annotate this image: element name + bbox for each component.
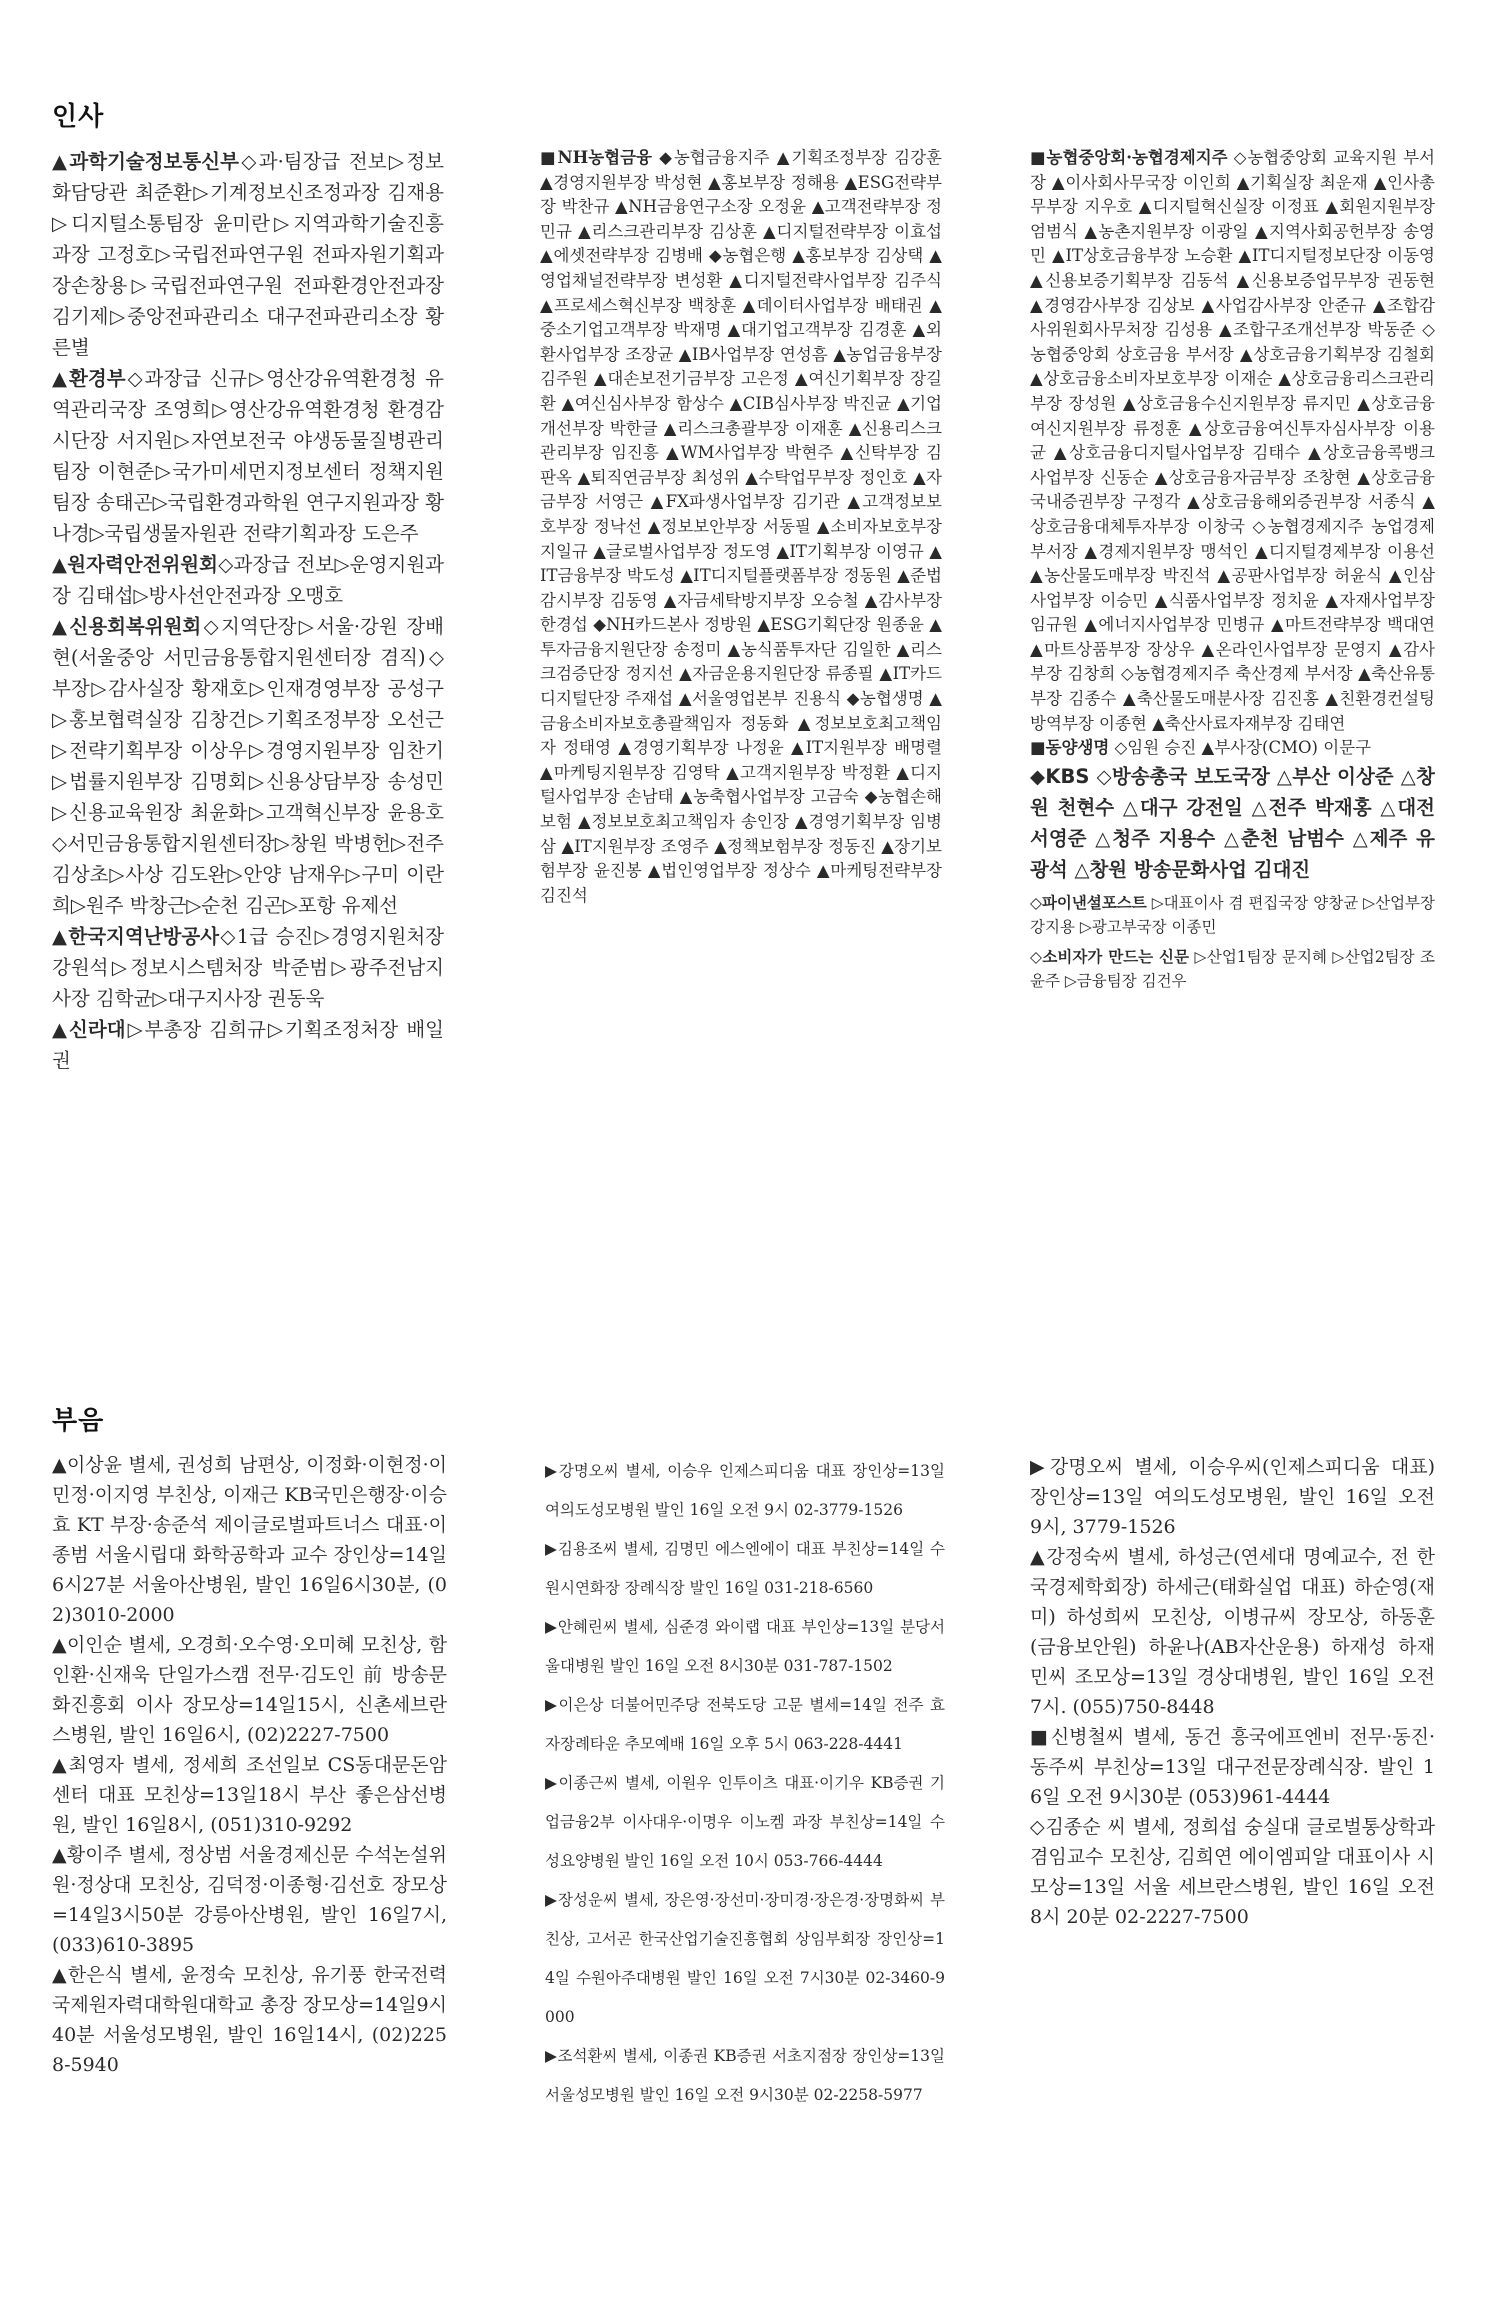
entry-body: ▷대표이사 겸 편집국장 양창균 ▷산업부장 강지용 ▷광고부국장 이종민 xyxy=(1030,893,1435,936)
org-name: ▲신라대 xyxy=(52,1018,126,1041)
obituary-entry: ▶장성운씨 별세, 장은영·장선미·장미경·장은경·장명화씨 부친상, 고서곤 한국산업기술진흥협회 상임부회장 장인상=14일 수원아주대병원 발인 16일 오전 7시30분 02-3460-9000 xyxy=(545,1891,945,2026)
org-name: ◇소비자가 만드는 신문 xyxy=(1030,946,1189,966)
org-name: ▲원자력안전위원회 xyxy=(52,553,218,576)
entry-body: ◇지역단장▷서울·강원 장배현(서울중앙 서민금융통합지원센터장 겸직)◇부장▷감사실장 황재호▷인재경영부장 공성구▷홍보협력실장 김창건▷기획조정부장 오선근▷전략기획부장 이상우▷경영지원부장 임찬기▷법률지원부장 김명회▷신용상담부장 송성민▷신용교육원장 최윤화▷고객혁신부장 윤용호◇서민금융통합지원센터장▷창원 박병헌▷전주 김상초▷사상 김도완▷안양 남재우▷구미 이란희▷원주 박창근▷순천 김곤▷포항 유제선 xyxy=(52,615,444,917)
personnel-entry xyxy=(52,921,444,1014)
kbs-entry xyxy=(1030,761,1435,885)
entry-body: ▷부총장 김희규▷기획조정처장 배일권 xyxy=(52,1018,444,1072)
entry-body: ◆농협금융지주 ▲기획조정부장 김강훈 ▲경영지원부장 박성현 ▲홍보부장 정해용 ▲ESG전략부장 박찬규 ▲NH금융연구소장 오정윤 ▲고객전략부장 정민규 ▲리스크관리부장 김상훈 ▲디지털전략부장 이효섭 ▲에셋전략부장 김병배 ◆농협은행 ▲홍보부장 김상택 ▲영업채널전략부장 변성환 ▲디지털전략사업부장 김주식 ▲프로세스혁신부장 백창훈 ▲데이터사업부장 배태권 ▲중소기업고객부장 박재명 ▲대기업고객부장 김경훈 ▲외환사업부장 조장균 ▲IB사업부장 연성흠 ▲농업금융부장 김주원 ▲대손보전기금부장 고은정 ▲여신기획부장 장길환 ▲여신심사부장 함상수 ▲CIB심사부장 박진균 ▲기업개선부장 박한글 ▲리스크총괄부장 이재훈 ▲신용리스크관리부장 임진흥 ▲WM사업부장 박현주 ▲신탁부장 김판옥 ▲퇴직연금부장 최성위 ▲수탁업무부장 정인호 ▲자금부장 서영근 ▲FX파생사업부장 김기관 ▲고객정보보호부장 정낙선 ▲정보보안부장 서동필 ▲소비자보호부장 지일규 ▲글로벌사업부장 정도영 ▲IT기획부장 이영규 ▲IT금융부장 박도성 ▲IT디지털플랫폼부장 정동원 ▲준법감시부장 김동영 ▲자금세탁방지부장 오승철 ▲감사부장 한경섭 ◆NH카드본사 정방원 ▲ESG기획단장 원종윤 ▲투자금융지원단장 송정미 ▲농식품투자단 김일한 ▲리스크검증단장 정지선 ▲자금운용지원단장 류종필 ▲IT카드디지털단장 주재섭 ▲서울영업본부 진용식 ◆농협생명 ▲금융소비자보호총괄책임자 정동화 ▲정보보호최고책임자 정태영 ▲경영기획부장 나정윤 ▲IT지원부장 배명렬 ▲마케팅지원부장 김영탁 ▲고객지원부장 박정환 ▲디지털사업부장 손남태 ▲농축협사업부장 고금숙 ◆농협손해보험 ▲정보보호최고책임자 송인장 ▲경영기획부장 임병삼 ▲IT지원부장 조영주 ▲정책보험부장 정동진 ▲장기보험부장 윤진봉 ▲법인영업부장 정상수 ▲마케팅전략부장 김진석 xyxy=(540,148,942,905)
obituary-entry: ▲강정숙씨 별세, 하성근(연세대 명예교수, 전 한국경제학회장) 하세근(태화실업 대표) 하순영(재미) 하성희씨 모친상, 이병규씨 장모상, 하동훈(금융보안원) 하윤나(AB자산운용) 하재성 하재민씨 조모상=13일 경상대병원, 발인 16일 오전 7시. (055)750-8448 xyxy=(1030,1546,1435,1718)
insa-column-3 xyxy=(1030,146,1435,1226)
obituary-entry: ▶조석환씨 별세, 이종권 KB증권 서초지점장 장인상=13일 서울성모병원 발인 16일 오전 9시30분 02-2258-5977 xyxy=(545,2047,945,2104)
org-name: ▲신용회복위원회 xyxy=(52,615,202,638)
obituary-entry: ▲최영자 별세, 정세희 조선일보 CS동대문돈암센터 대표 모친상=13일18시 부산 좋은삼선병원, 발인 16일8시, (051)310-9292 xyxy=(52,1754,447,1836)
entry-body: ◇임원 승진 ▲부사장(CMO) 이문구 xyxy=(1114,738,1372,758)
entry-body: ◇농협중앙회 교육지원 부서장 ▲이사회사무국장 이인희 ▲기획실장 최운재 ▲인사총무부장 지우호 ▲디지털혁신실장 이정표 ▲회원지원부장 엄범식 ▲농촌지원부장 이광일 ▲지역사회공헌부장 송영민 ▲IT상호금융부장 노승환 ▲IT디지털정보단장 이동영 ▲신용보증기획부장 김동석 ▲신용보증업무부장 권동현 ▲경영감사부장 김상보 ▲사업감사부장 안준규 ▲조합감사위원회사무처장 김성용 ▲조합구조개선부장 박동준 ◇농협중앙회 상호금융 부서장 ▲상호금융기획부장 김철회 ▲상호금융소비자보호부장 이재순 ▲상호금융리스크관리부장 장성원 ▲상호금융수신지원부장 류지민 ▲상호금융여신지원부장 류정훈 ▲상호금융여신투자심사부장 이용균 ▲상호금융디지털사업부장 김태수 ▲상호금융콕뱅크사업부장 신동순 ▲상호금융자금부장 조창현 ▲상호금융국내증권부장 구정각 ▲상호금융해외증권부장 서종식 ▲상호금융대체투자부장 이창국 ◇농협경제지주 농업경제 부서장 ▲경제지원부장 맹석인 ▲디지털경제부장 이용선 ▲농산물도매부장 박진석 ▲공판사업부장 허윤식 ▲인삼사업부장 이승민 ▲식품사업부장 정치윤 ▲자재사업부장 임규원 ▲에너지사업부장 민병규 ▲마트전략부장 백대연 ▲마트상품부장 장상우 ▲온라인사업부장 문영지 ▲감사부장 김창희 ◇농협경제지주 축산경제 부서장 ▲축산유통부장 김종수 ▲축산물도매분사장 김진홍 ▲친환경컨설팅방역부장 이종현 ▲축산사료자재부장 김태연 xyxy=(1030,148,1435,733)
personnel-entry xyxy=(1030,736,1435,761)
personnel-entry xyxy=(52,611,444,921)
obituary-entry: ▶김용조씨 별세, 김명민 에스엔에이 대표 부친상=14일 수원시연화장 장례식장 발인 16일 031-218-6560 xyxy=(545,1540,945,1597)
entry-body: ◇1급 승진▷경영지원처장 강원석▷정보시스템처장 박준범▷광주전남지사장 김학균▷대구지사장 권동욱 xyxy=(52,925,444,1010)
personnel-entry xyxy=(52,146,444,363)
bueum-column-1 xyxy=(52,1450,447,2320)
org-name: ▲과학기술정보통신부 xyxy=(52,150,239,173)
org-name: ■농협중앙회·농협경제지주 xyxy=(1030,148,1228,167)
entry-body: ◇방송총국 보도국장 △부산 이상준 △창원 천현수 △대구 강전일 △전주 박재홍 △대전 서영준 △청주 지용수 △춘천 남범수 △제주 유광석 △창원 방송문화사업 김대진 xyxy=(1030,764,1435,881)
personnel-entry xyxy=(52,549,444,611)
obituary-entry: ▲황이주 별세, 정상범 서울경제신문 수석논설위원·정상대 모친상, 김덕정·이종형·김선호 장모상=14일3시50분 강릉아산병원, 발인 16일7시, (033)610-3895 xyxy=(52,1844,447,1956)
obituary-entry: ■신병철씨 별세, 동건 흥국에프엔비 전무·동진·동주씨 부친상=13일 대구전문장례식장. 발인 16일 오전 9시30분 (053)961-4444 xyxy=(1030,1726,1435,1808)
personnel-note xyxy=(1030,945,1435,993)
personnel-note xyxy=(1030,891,1435,939)
obituary-entry: ▲이상윤 별세, 권성희 남편상, 이정화·이현정·이민정·이지영 부친상, 이재근 KB국민은행장·이승효 KT 부장·송준석 제이글로벌파트너스 대표·이종범 서울시립대 화학공학과 교수 장인상=14일6시27분 서울아산병원, 발인 16일6시30분, (02)3010-2000 xyxy=(52,1454,447,1626)
org-name: ▲환경부 xyxy=(52,367,126,390)
org-name: ■동양생명 xyxy=(1030,738,1110,758)
entry-body: ▷산업1팀장 문지혜 ▷산업2팀장 조윤주 ▷금융팀장 김건우 xyxy=(1030,947,1435,990)
obituary-entry: ▶강명오씨 별세, 이승우씨(인제스피디움 대표) 장인상=13일 여의도성모병원, 발인 16일 오전 9시, 3779-1526 xyxy=(1030,1456,1435,1538)
entry-body: ◇과장급 신규▷영산강유역환경청 유역관리국장 조영희▷영산강유역환경청 환경감시단장 서지원▷자연보전국 야생동물질병관리팀장 이현준▷국가미세먼지정보센터 정책지원팀장 송태곤▷국립환경과학원 연구지원과장 황나경▷국립생물자원관 전략기획과장 도은주 xyxy=(52,367,444,545)
entry-body: ◇과장급 전보▷운영지원과장 김태섭▷방사선안전과장 오맹호 xyxy=(52,553,444,607)
org-name: ▲한국지역난방공사 xyxy=(52,925,220,948)
org-name: ◇파이낸셜포스트 xyxy=(1030,892,1147,912)
personnel-entry xyxy=(1030,146,1435,736)
obituary-entry: ▲이인순 별세, 오경희·오수영·오미혜 모친상, 함인환·신재욱 단일가스캠 전무·김도인 前 방송문화진흥회 이사 장모상=14일15시, 신촌세브란스병원, 발인 16일6시, (02)2227-7500 xyxy=(52,1634,447,1746)
insa-title: 인사 xyxy=(52,102,105,132)
insa-column-2 xyxy=(540,146,942,1081)
obituary-entry: ▶이은상 더불어민주당 전북도당 고문 별세=14일 전주 효자장례타운 추모예배 16일 오후 5시 063-228-4441 xyxy=(545,1696,945,1753)
obituary-entry: ▲한은식 별세, 윤정숙 모친상, 유기풍 한국전력국제원자력대학원대학교 총장 장모상=14일9시40분 서울성모병원, 발인 16일14시, (02)2258-5940 xyxy=(52,1964,447,2076)
personnel-entry xyxy=(540,146,942,908)
insa-column-1 xyxy=(52,146,444,1106)
org-name: ■NH농협금융 xyxy=(540,148,652,167)
obituary-entry: ◇김종순 씨 별세, 정희섭 숭실대 글로벌통상학과 겸임교수 모친상, 김희연 에이엠피알 대표이사 시모상=13일 서울 세브란스병원, 발인 16일 오전 8시 20분 02-2227-7500 xyxy=(1030,1816,1435,1928)
bueum-column-2 xyxy=(545,1452,945,2312)
org-name: ◆KBS xyxy=(1030,764,1090,788)
bueum-title: 부음 xyxy=(52,1406,105,1436)
personnel-entry xyxy=(52,363,444,549)
entry-body: ◇과·팀장급 전보▷정보화담당관 최준환▷기계정보신조정과장 김재용▷디지털소통팀장 윤미란▷지역과학기술진흥과장 고정호▷국립전파연구원 전파자원기획과장손창용▷국립전파연구원 전파환경안전과장 김기제▷중앙전파관리소 대구전파관리소장 황른별 xyxy=(52,150,444,359)
obituary-entry: ▶이종근씨 별세, 이원우 인투이츠 대표·이기우 KB증권 기업금융2부 이사대우·이명우 이노켐 과장 부친상=14일 수성요양병원 발인 16일 오전 10시 053-766-4444 xyxy=(545,1774,945,1870)
bueum-column-3 xyxy=(1030,1452,1435,2312)
obituary-entry: ▶강명오씨 별세, 이승우 인제스피디움 대표 장인상=13일 여의도성모병원 발인 16일 오전 9시 02-3779-1526 xyxy=(545,1462,945,1519)
obituary-entry: ▶안혜린씨 별세, 심준경 와이랩 대표 부인상=13일 분당서울대병원 발인 16일 오전 8시30분 031-787-1502 xyxy=(545,1618,945,1675)
personnel-entry xyxy=(52,1014,444,1076)
